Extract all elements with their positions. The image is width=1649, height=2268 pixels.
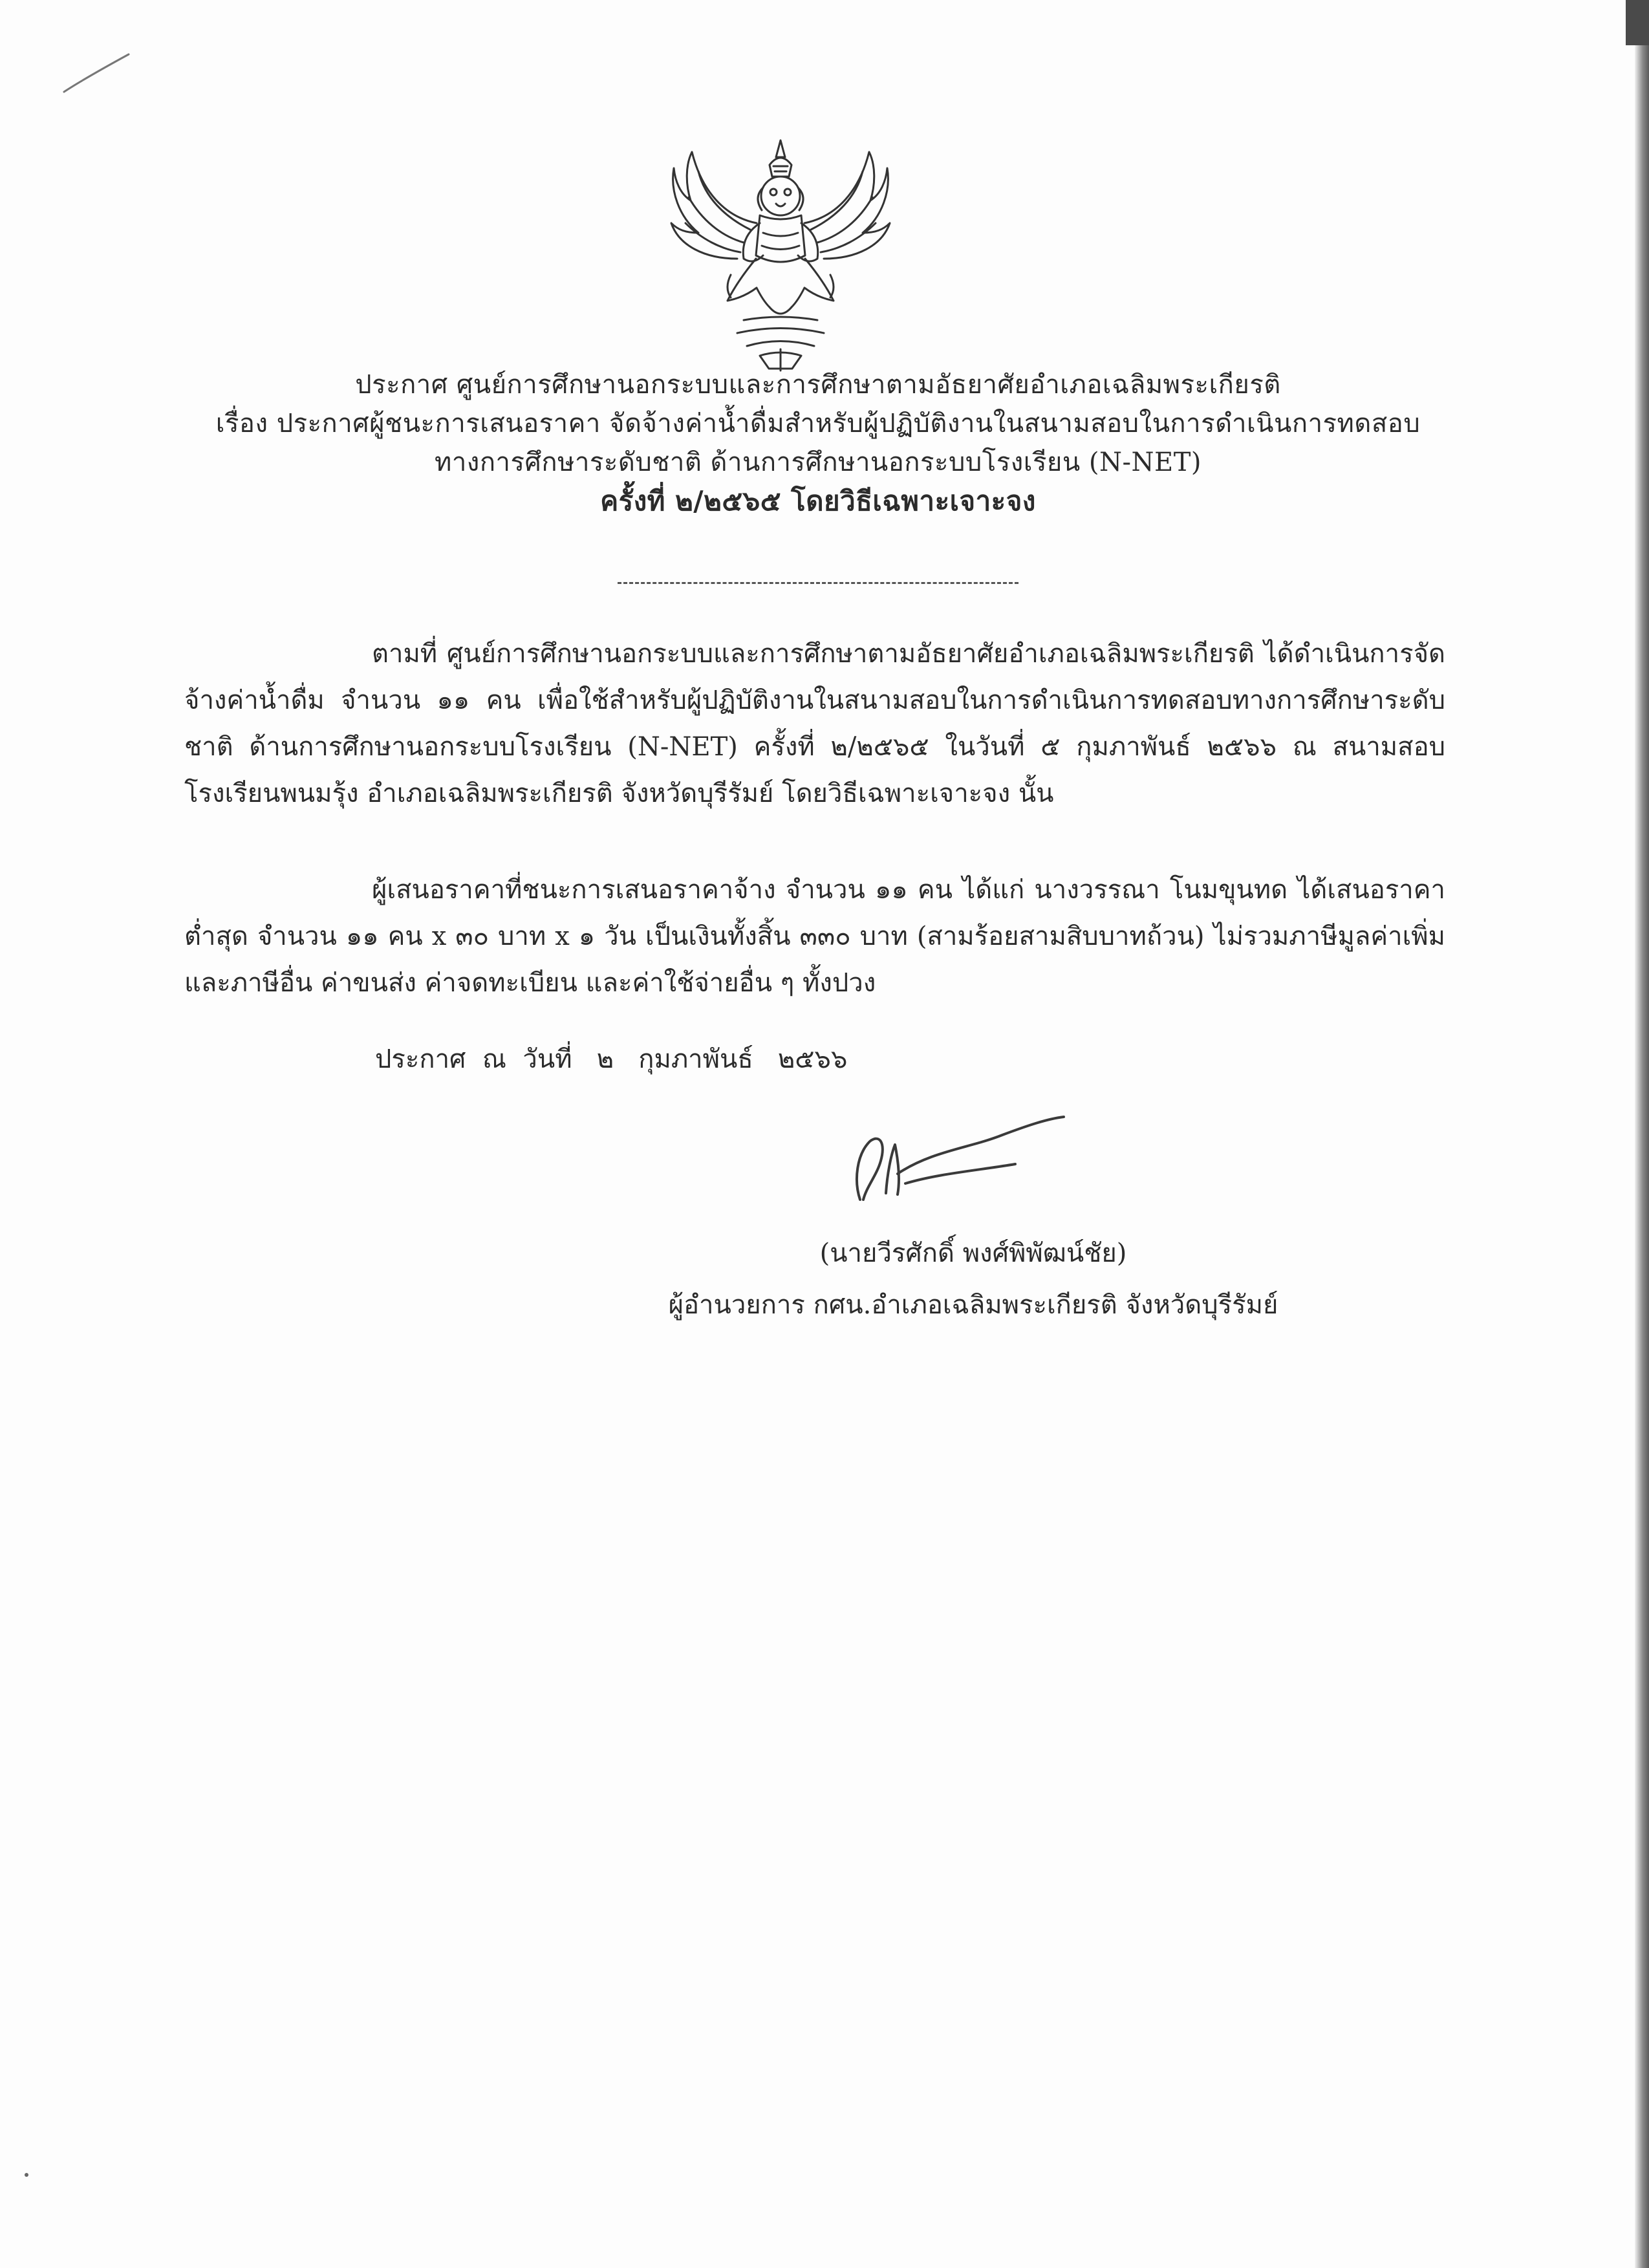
header-line-1: ประกาศ ศูนย์การศึกษานอกระบบและการศึกษาตามอัธยาศัยอำเภอเฉลิมพระเกียรติ <box>355 370 1281 400</box>
header-line-3: ทางการศึกษาระดับชาติ ด้านการศึกษานอกระบบโรงเรียน (N-NET) <box>434 448 1202 477</box>
pen-stroke-mark <box>61 52 133 97</box>
header-line-2: เรื่อง ประกาศผู้ชนะการเสนอราคา จัดจ้างค่าน้ำดื่มสำหรับผู้ปฏิบัติงานในสนามสอบในการดำเนินการทดสอบ <box>215 409 1421 438</box>
announcement-date: ประกาศ ณ วันที่ ๒ กุมภาพันธ์ ๒๕๖๖ <box>375 1044 848 1074</box>
handwritten-signature <box>841 1103 1073 1213</box>
signatory-name: (นายวีรศักดิ์ พงศ์พิพัฒน์ชัย) <box>819 1238 1127 1268</box>
scan-edge-shadow <box>1635 0 1649 2268</box>
signatory-position: ผู้อำนวยการ กศน.อำเภอเฉลิมพระเกียรติ จังหวัดบุรีรัมย์ <box>668 1290 1278 1320</box>
scan-edge-corner <box>1626 0 1649 45</box>
scan-speck <box>25 2173 28 2177</box>
header-round-line: ครั้งที่ ๒/๒๕๖๕ โดยวิธีเฉพาะเจาะจง <box>600 485 1036 517</box>
header-divider <box>618 582 1018 584</box>
body-paragraph-1: ตามที่ ศูนย์การศึกษานอกระบบและการศึกษาตามอัธยาศัยอำเภอเฉลิมพระเกียรติ ได้ดำเนินการจัดจ้างค่าน้ำดื่ม จำนวน ๑๑ คน เพื่อใช้สำหรับผู้ปฏิบัติงานในสนามสอบในการดำเนินการทดสอบทางการศึกษาระดับชาติ ด้านการศึกษานอกระบบโรงเรียน (N-NET) ครั้งที่ ๒/๒๕๖๕ ในวันที่ ๕ กุมภาพันธ์ ๒๕๖๖ ณ สนามสอบโรงเรียนพนมรุ้ง อำเภอเฉลิมพระเกียรติ จังหวัดบุรีรัมย์ โดยวิธีเฉพาะเจาะจง นั้น <box>184 639 1445 808</box>
body-paragraph-2: ผู้เสนอราคาที่ชนะการเสนอราคาจ้าง จำนวน ๑๑ คน ได้แก่ นางวรรณา โนมขุนทด ได้เสนอราคาต่ำสุด จำนวน ๑๑ คน x ๓๐ บาท x ๑ วัน เป็นเงินทั้งสิ้น ๓๓๐ บาท (สามร้อยสามสิบบาทถ้วน) ไม่รวมภาษีมูลค่าเพิ่มและภาษีอื่น ค่าขนส่ง ค่าจดทะเบียน และค่าใช้จ่ายอื่น ๆ ทั้งปวง <box>184 875 1445 998</box>
announcement-header <box>188 365 1449 521</box>
garuda-emblem-icon <box>666 126 896 375</box>
